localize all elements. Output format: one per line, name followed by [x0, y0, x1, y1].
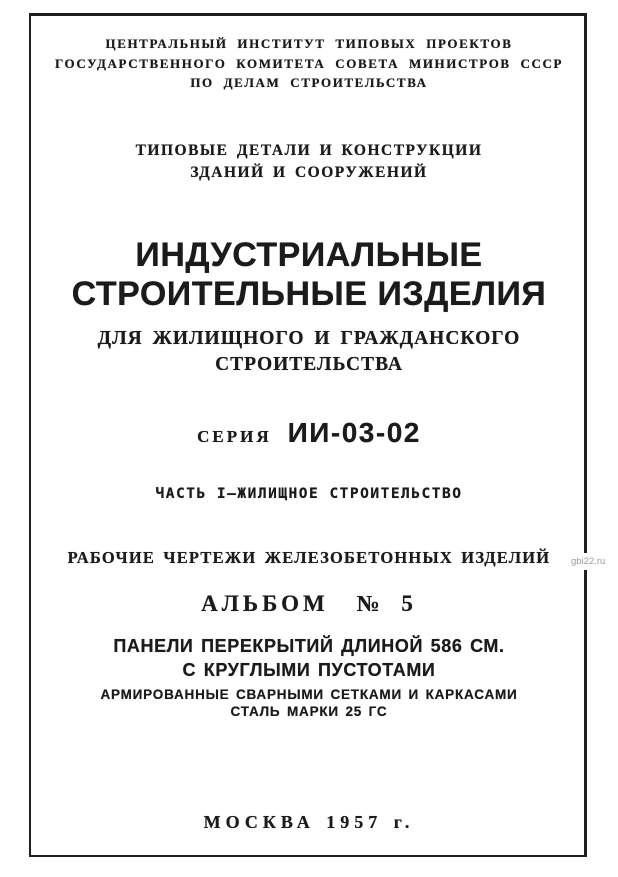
publisher-line-1: ЦЕНТРАЛЬНЫЙ ИНСТИТУТ ТИПОВЫХ ПРОЕКТОВ [105, 36, 513, 51]
document-title-line-2: СТРОИТЕЛЬНЫЕ ИЗДЕЛИЯ [71, 275, 547, 313]
series-designation [34, 417, 584, 449]
product-line-2: С КРУГЛЫМИ ПУСТОТАМИ [182, 659, 436, 680]
publisher-header [34, 34, 584, 93]
document-subtitle [34, 326, 584, 378]
document-title [34, 236, 584, 314]
album-label: АЛЬБОМ [201, 591, 329, 616]
publisher-line-3: ПО ДЕЛАМ СТРОИТЕЛЬСТВА [190, 75, 428, 90]
part-designation: ЧАСТЬ I—ЖИЛИЩНОЕ СТРОИТЕЛЬСТВО [155, 486, 463, 502]
album-number: № 5 [356, 591, 417, 616]
reinforcement-line-2: СТАЛЬ МАРКИ 25 ГС [230, 703, 388, 719]
reinforcement-line-1: АРМИРОВАННЫЕ СВАРНЫМИ СЕТКАМИ И КАРКАСАМИ [100, 687, 518, 702]
series-header-line-1: ТИПОВЫЕ ДЕТАЛИ И КОНСТРУКЦИИ [135, 142, 483, 159]
drawings-caption: РАБОЧИЕ ЧЕРТЕЖИ ЖЕЛЕЗОБЕТОННЫХ ИЗДЕЛИЙ [67, 548, 551, 567]
series-header [34, 140, 584, 184]
series-header-line-2: ЗДАНИЙ И СООРУЖЕНИЙ [190, 164, 428, 181]
product-line-1: ПАНЕЛИ ПЕРЕКРЫТИЙ ДЛИНОЙ 586 СМ. [113, 636, 505, 656]
series-label: СЕРИЯ [197, 427, 272, 446]
series-code: ИИ-03-02 [287, 417, 421, 448]
product-description [34, 635, 584, 682]
album-designation [34, 591, 584, 617]
document-subtitle-line-2: СТРОИТЕЛЬСТВА [215, 354, 403, 375]
document-subtitle-line-1: ДЛЯ ЖИЛИЩНОГО И ГРАЖДАНСКОГО [97, 328, 521, 349]
reinforcement-description [34, 687, 584, 720]
publisher-line-2: ГОСУДАРСТВЕННОГО КОМИТЕТА СОВЕТА МИНИСТРОВ СССР [54, 55, 564, 71]
document-title-line-1: ИНДУСТРИАЛЬНЫЕ [135, 236, 483, 274]
imprint-city-year: МОСКВА 1957 г. [203, 812, 415, 832]
site-watermark: gbi22.ru [570, 553, 618, 570]
